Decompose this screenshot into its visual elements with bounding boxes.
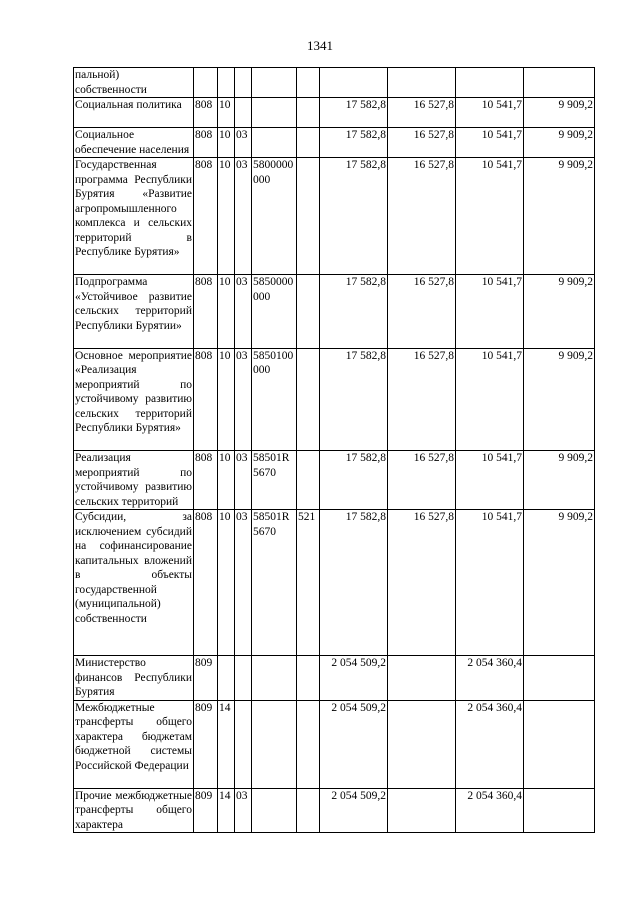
amount-2: 16 527,8 xyxy=(388,451,456,510)
subsection-code xyxy=(235,68,252,98)
target-article-code xyxy=(252,98,297,128)
target-article-code xyxy=(252,656,297,701)
amount-3: 10 541,7 xyxy=(456,348,524,451)
section-code: 10 xyxy=(218,158,235,275)
section-code: 14 xyxy=(218,700,235,788)
amount-4 xyxy=(524,788,595,833)
table-row xyxy=(74,510,595,656)
expense-type-code xyxy=(297,158,320,275)
section-code: 10 xyxy=(218,98,235,128)
grbs-code: 808 xyxy=(194,158,218,275)
amount-1: 17 582,8 xyxy=(320,158,388,275)
table-row xyxy=(74,656,595,701)
row-name: Реализация мероприятий по устойчивому развитию сельских территорий xyxy=(75,452,192,508)
amount-2: 16 527,8 xyxy=(388,348,456,451)
grbs-code: 808 xyxy=(194,510,218,656)
amount-3: 10 541,7 xyxy=(456,158,524,275)
amount-4: 9 909,2 xyxy=(524,348,595,451)
amount-1: 2 054 509,2 xyxy=(320,788,388,833)
subsection-code: 03 xyxy=(235,158,252,275)
subsection-code: 03 xyxy=(235,128,252,158)
row-name: Подпрограмма «Устойчивое развитие сельских территорий Республики Бурятии» xyxy=(74,275,194,349)
subsection-code: 03 xyxy=(235,275,252,349)
budget-table xyxy=(73,67,595,833)
amount-3: 2 054 360,4 xyxy=(456,656,524,701)
subsection-code xyxy=(235,656,252,701)
expense-type-code xyxy=(297,348,320,451)
grbs-code: 808 xyxy=(194,451,218,510)
row-name: Социальная политика xyxy=(74,98,194,128)
amount-2: 16 527,8 xyxy=(388,510,456,656)
amount-1: 17 582,8 xyxy=(320,348,388,451)
expense-type-code xyxy=(297,788,320,833)
table-row xyxy=(74,68,595,98)
target-article-code: 5800000000 xyxy=(252,158,297,275)
amount-4: 9 909,2 xyxy=(524,158,595,275)
grbs-code: 808 xyxy=(194,98,218,128)
amount-4: 9 909,2 xyxy=(524,275,595,349)
row-name: Министерство финансов Республики Бурятия xyxy=(75,657,192,698)
row-name: Прочие межбюджетные трансферты общего характера xyxy=(75,789,192,831)
section-code xyxy=(218,68,235,98)
expense-type-code xyxy=(297,68,320,98)
section-code: 14 xyxy=(218,788,235,833)
expense-type-code xyxy=(297,656,320,701)
amount-1: 2 054 509,2 xyxy=(320,700,388,788)
grbs-code: 809 xyxy=(194,788,218,833)
amount-1: 17 582,8 xyxy=(320,451,388,510)
table-row xyxy=(74,451,595,510)
expense-type-code xyxy=(297,700,320,788)
expense-type-code xyxy=(297,98,320,128)
expense-type-code: 521 xyxy=(297,510,320,656)
amount-4 xyxy=(524,700,595,788)
amount-1: 17 582,8 xyxy=(320,510,388,656)
row-name: Субсидии, за исключением субсидий на софинансирование капитальных вложений в объекты государственной (муниципальной) собственности xyxy=(74,510,194,656)
amount-2 xyxy=(388,788,456,833)
expense-type-code xyxy=(297,128,320,158)
grbs-code: 808 xyxy=(194,275,218,349)
amount-1 xyxy=(320,68,388,98)
target-article-code: 58501R5670 xyxy=(252,510,297,656)
amount-4: 9 909,2 xyxy=(524,510,595,656)
amount-3: 10 541,7 xyxy=(456,510,524,656)
subsection-code xyxy=(235,98,252,128)
subsection-code: 03 xyxy=(235,788,252,833)
grbs-code: 808 xyxy=(194,348,218,451)
amount-2: 16 527,8 xyxy=(388,98,456,128)
target-article-code: 5850100000 xyxy=(252,348,297,451)
subsection-code: 03 xyxy=(235,451,252,510)
target-article-code xyxy=(252,128,297,158)
section-code: 10 xyxy=(218,348,235,451)
amount-3: 2 054 360,4 xyxy=(456,700,524,788)
amount-4 xyxy=(524,68,595,98)
table-row xyxy=(74,275,595,349)
row-name: Социальное обеспечение населения xyxy=(74,128,194,158)
grbs-code: 809 xyxy=(194,656,218,701)
row-name: пальной) собственности xyxy=(74,68,194,98)
amount-2: 16 527,8 xyxy=(388,128,456,158)
table-row xyxy=(74,788,595,833)
expense-type-code xyxy=(297,451,320,510)
amount-1: 17 582,8 xyxy=(320,98,388,128)
table-row xyxy=(74,348,595,451)
table-row xyxy=(74,98,595,128)
amount-1: 17 582,8 xyxy=(320,128,388,158)
target-article-code: 58501R5670 xyxy=(252,451,297,510)
amount-4: 9 909,2 xyxy=(524,128,595,158)
row-name: Государственная программа Республики Бурятия «Развитие агропромышленного комплекса и сельских территорий в Республике Бурятия» xyxy=(74,158,194,275)
subsection-code: 03 xyxy=(235,348,252,451)
section-code xyxy=(218,656,235,701)
amount-2: 16 527,8 xyxy=(388,158,456,275)
amount-1: 17 582,8 xyxy=(320,275,388,349)
target-article-code xyxy=(252,68,297,98)
amount-3: 2 054 360,4 xyxy=(456,788,524,833)
amount-4: 9 909,2 xyxy=(524,451,595,510)
expense-type-code xyxy=(297,275,320,349)
amount-2: 16 527,8 xyxy=(388,275,456,349)
target-article-code xyxy=(252,788,297,833)
grbs-code: 808 xyxy=(194,128,218,158)
section-code: 10 xyxy=(218,451,235,510)
subsection-code xyxy=(235,700,252,788)
subsection-code: 03 xyxy=(235,510,252,656)
amount-3: 10 541,7 xyxy=(456,451,524,510)
amount-4 xyxy=(524,656,595,701)
amount-4: 9 909,2 xyxy=(524,98,595,128)
section-code: 10 xyxy=(218,275,235,349)
row-name: Межбюджетные трансферты общего характера бюджетам бюджетной системы Российской Федерации xyxy=(74,700,194,788)
section-code: 10 xyxy=(218,128,235,158)
target-article-code: 5850000000 xyxy=(252,275,297,349)
amount-3: 10 541,7 xyxy=(456,128,524,158)
amount-2 xyxy=(388,656,456,701)
target-article-code xyxy=(252,700,297,788)
table-row xyxy=(74,700,595,788)
table-row xyxy=(74,128,595,158)
amount-1: 2 054 509,2 xyxy=(320,656,388,701)
section-code: 10 xyxy=(218,510,235,656)
grbs-code xyxy=(194,68,218,98)
amount-2 xyxy=(388,68,456,98)
row-name: Основное мероприятие «Реализация мероприятий по устойчивому развитию сельских территорий Республики Бурятия» xyxy=(74,348,194,451)
amount-3 xyxy=(456,68,524,98)
amount-2 xyxy=(388,700,456,788)
table-row xyxy=(74,158,595,275)
page-number: 1341 xyxy=(307,38,333,53)
amount-3: 10 541,7 xyxy=(456,275,524,349)
grbs-code: 809 xyxy=(194,700,218,788)
amount-3: 10 541,7 xyxy=(456,98,524,128)
